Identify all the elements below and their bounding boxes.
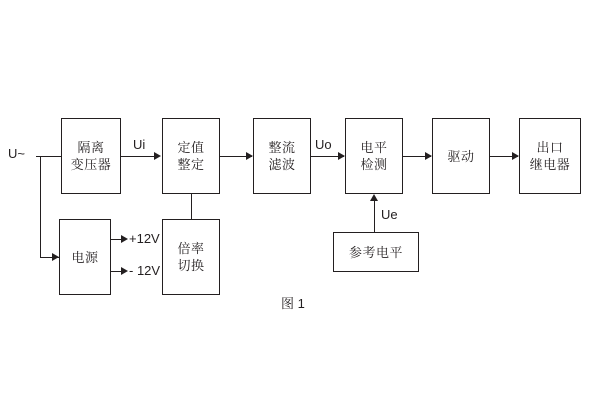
block-level-detect-line2: 检测 [360,157,388,172]
block-reference-level[interactable] [333,232,419,272]
arrow-to-power-supply [52,253,59,261]
block-rectify-filter[interactable] [253,118,311,194]
block-multiplier-switch-line2: 切换 [177,258,205,273]
connector-multiplier-to-setting [191,194,192,219]
block-output-relay-line2: 继电器 [529,157,571,172]
block-isolation-transformer-line2: 变压器 [70,157,112,172]
connector-reference-to-level [374,201,375,232]
block-drive[interactable] [432,118,490,194]
ui-label: Ui [133,137,146,152]
block-setting-adjust[interactable] [162,118,220,194]
arrow-reference-up [370,194,378,201]
arrow-power-neg [121,267,128,275]
block-reference-level-line1: 参考电平 [348,244,403,260]
block-drive-line1: 驱动 [447,148,475,164]
block-isolation-transformer-line1: 隔离 [77,140,105,155]
arrow-to-setting [154,152,161,160]
input-label: U~ [8,146,25,161]
block-power-supply[interactable] [59,219,111,295]
block-multiplier-switch[interactable] [162,219,220,295]
block-multiplier-switch-line1: 倍率 [177,241,205,256]
block-rectify-filter-line1: 整流 [268,140,296,155]
uo-label: Uo [315,137,332,152]
block-rectify-filter-line2: 滤波 [268,157,296,172]
supply-negative-label: - 12V [129,263,161,278]
arrow-to-drive [425,152,432,160]
ue-label: Ue [381,207,398,222]
arrow-to-output-relay [512,152,519,160]
block-isolation-transformer[interactable] [61,118,121,194]
block-setting-adjust-line1: 定值 [177,140,205,155]
arrow-to-rectify [246,152,253,160]
figure-caption: 图 1 [281,296,305,311]
block-output-relay[interactable] [519,118,581,194]
supply-positive-label: +12V [129,231,160,246]
block-level-detect-line1: 电平 [360,140,388,155]
connector-input-branch-down [40,156,41,257]
arrow-to-level-detect [338,152,345,160]
block-level-detect[interactable] [345,118,403,194]
block-output-relay-line1: 出口 [536,140,564,155]
block-setting-adjust-line2: 整定 [177,157,205,172]
arrow-power-pos [121,235,128,243]
block-power-supply-line1: 电源 [71,249,99,265]
